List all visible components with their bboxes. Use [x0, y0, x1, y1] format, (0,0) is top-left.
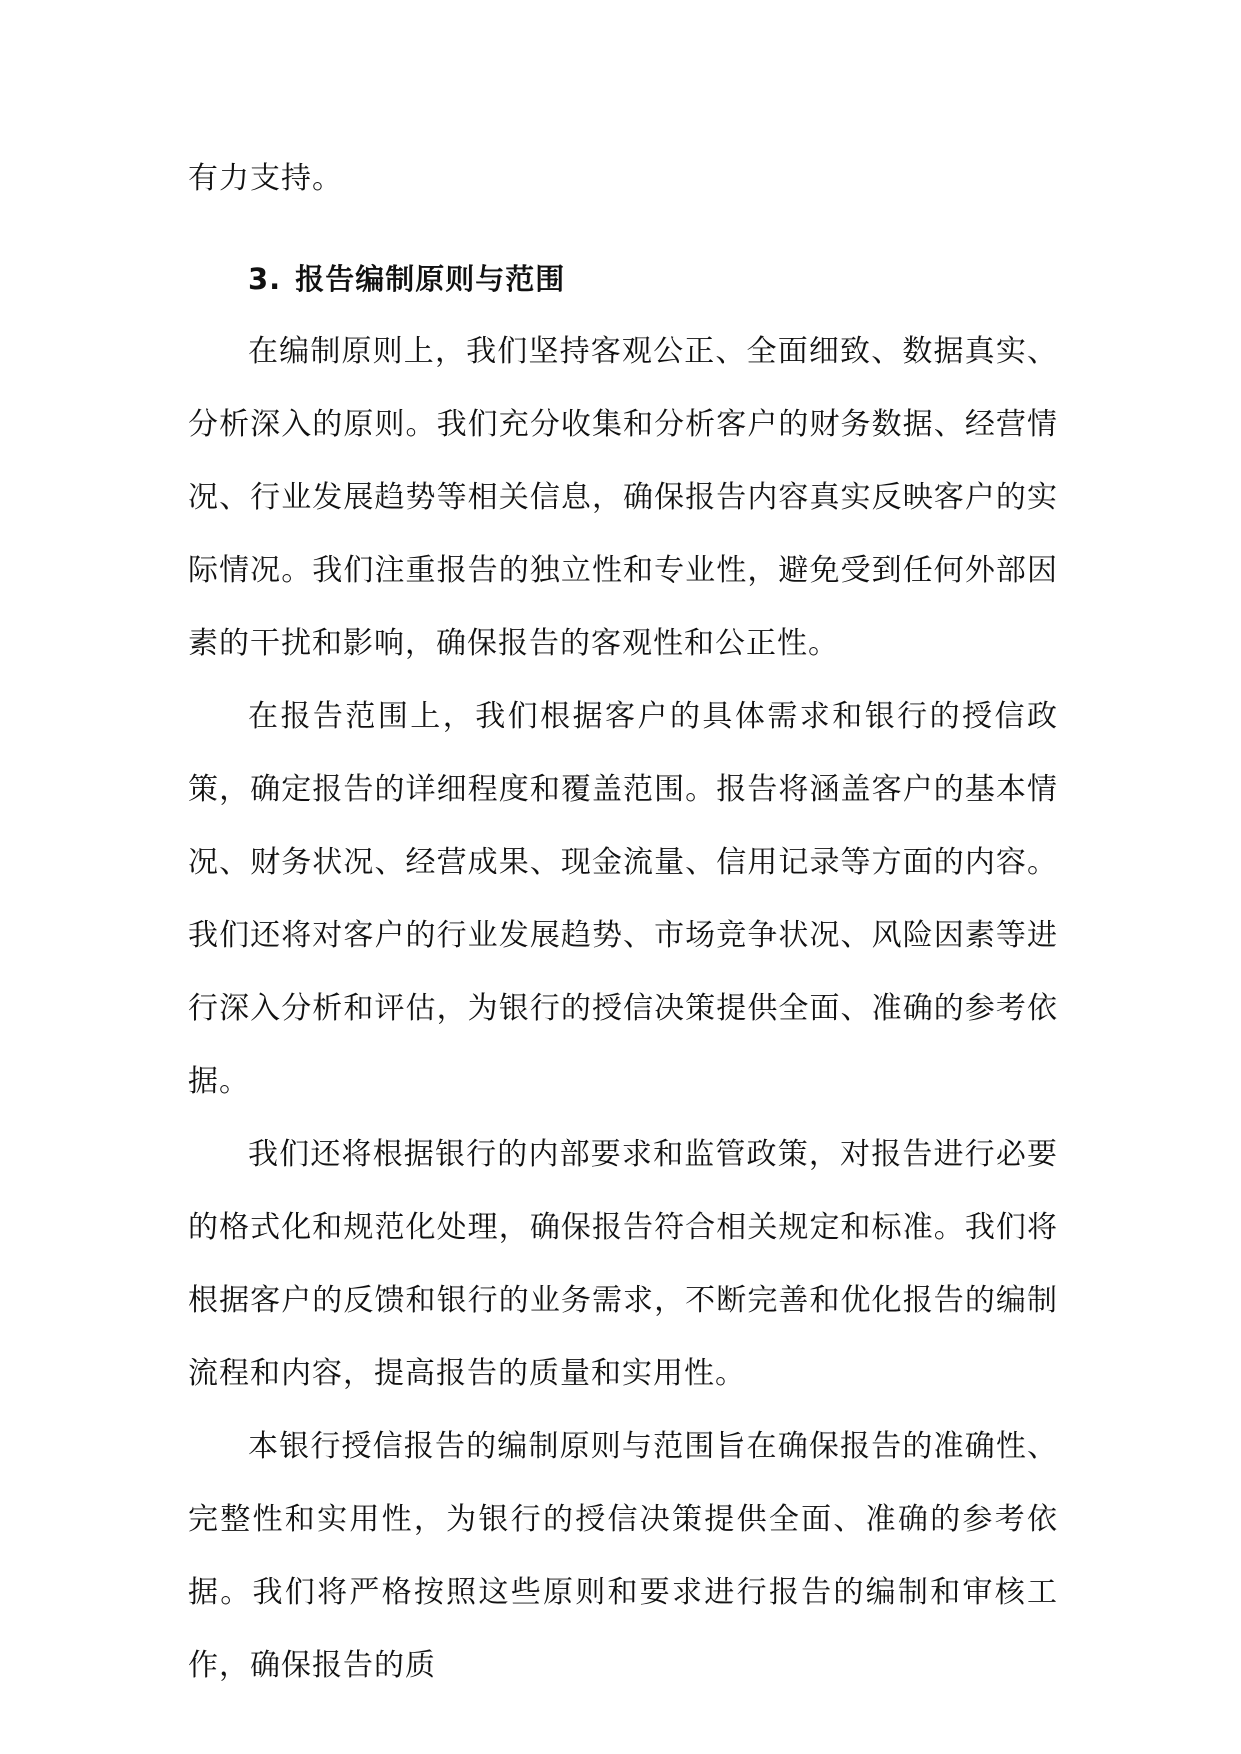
section-heading [248, 249, 1058, 309]
continuation-text: 有力支持。 [188, 161, 343, 196]
paragraph-principles: 在编制原则上，我们坚持客观公正、全面细致、数据真实、分析深入的原则。我们充分收集和分析客户的财务数据、经营情况、行业发展趋势等相关信息，确保报告内容真实反映客户的实际情况。我们注重报告的独立性和专业性，避免受到任何外部因素的干扰和影响，确保报告的客观性和公正性。 [188, 334, 1058, 661]
paragraph-scope: 在报告范围上，我们根据客户的具体需求和银行的授信政策，确定报告的详细程度和覆盖范围。报告将涵盖客户的基本情况、财务状况、经营成果、现金流量、信用记录等方面的内容。我们还将对客户的行业发展趋势、市场竞争状况、风险因素等进行深入分析和评估，为银行的授信决策提供全面、准确的参考依据。 [188, 699, 1058, 1099]
document-body [188, 142, 1058, 1702]
paragraph-formatting: 我们还将根据银行的内部要求和监管政策，对报告进行必要的格式化和规范化处理，确保报告符合相关规定和标准。我们将根据客户的反馈和银行的业务需求，不断完善和优化报告的编制流程和内容，提高报告的质量和实用性。 [188, 1137, 1058, 1391]
section-number: 3. [248, 262, 282, 296]
section-title: 报告编制原则与范围 [295, 262, 566, 296]
paragraph-summary: 本银行授信报告的编制原则与范围旨在确保报告的准确性、完整性和实用性，为银行的授信决策提供全面、准确的参考依据。我们将严格按照这些原则和要求进行报告的编制和审核工作，确保报告的质 [188, 1429, 1058, 1683]
